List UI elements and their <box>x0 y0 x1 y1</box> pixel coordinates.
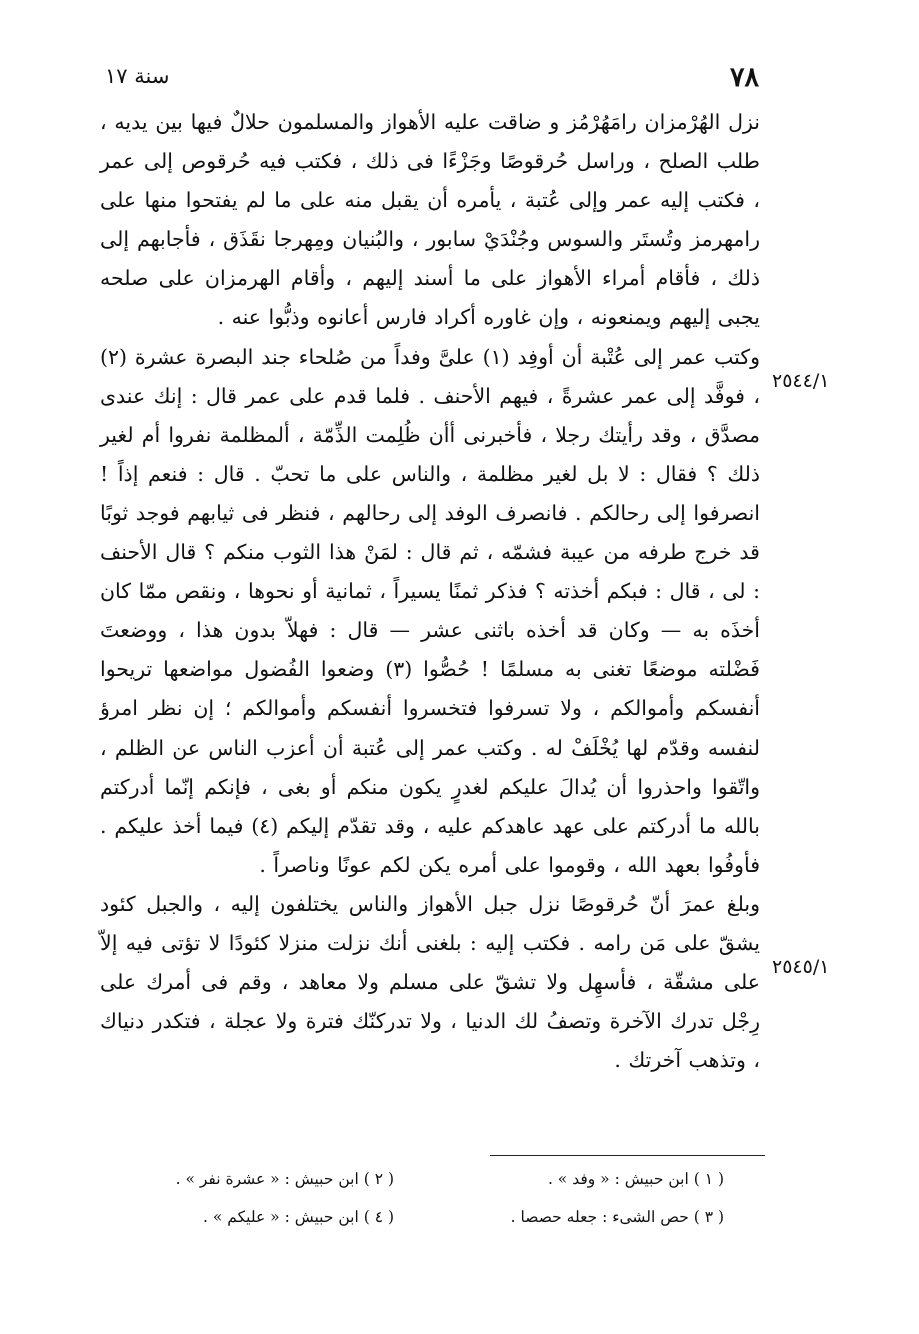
footnote: ( ٢ ) ابن حبيش : « عشرة نفر » . <box>175 1170 394 1188</box>
footnote: ( ١ ) ابن حبيش : « وفد » . <box>547 1170 724 1188</box>
year-label: سنة ١٧ <box>105 64 170 88</box>
paragraph: وبلغ عمرَ أنّ حُرقوصًا نزل جبل الأهواز والناس يختلفون إليه ، والجبل كئود يشقّ على مَن رامه . فكتب إليه : بلغنى أنك نزلت منزلا كئودًا لا تؤتى فيه إلاّ على مشقّة ، فأسهِل ولا تشقّ على مسلم ولا معاهد ، وقم فى أمرك على رِجْل تدرك الآخرة وتصفُ لك الدنيا ، ولا تدركنّك فترة ولا عجلة ، فتكدر دنياك ، وتذهب آخرتك . <box>100 891 760 1073</box>
page-number: ٧٨ <box>729 62 759 93</box>
margin-note: ٢٥٤٥/١ <box>772 956 830 978</box>
paragraph: نزل الهُرْمزان رامَهُرْمُز و ضاقت عليه الأهواز والمسلمون حلالٌ فيها بين يديه ، طلب الصلح ، وراسل حُرقوصًا وجَزْءًا فى ذلك ، فكتب فيه حُرقوص إلى عمر ، فكتب إليه عمر وإلى عُتبة ، يأمره أن يقبل منه على ما لم يفتحوا منها على رامهرمز وتُستَر والسوس وجُنْدَيْ سابور ، والبُنيان ومِهرجا نقَذَق ، فأجابهم إلى ذلك ، فأقام أمراء الأهواز على ما أسند إليهم ، وأقام الهرمزان على صلحه يجبى إليهم ويمنعونه ، وإن غاوره أكراد فارس أعانوه وذبُّوا عنه . <box>100 110 760 330</box>
main-text <box>100 103 760 1080</box>
margin-note: ٢٥٤٤/١ <box>772 370 830 392</box>
footnote-divider <box>490 1155 765 1156</box>
paragraph: وكتب عمر إلى عُتْبة أن أوفِد (١) علىَّ وفداً من صُلحاء جند البصرة عشرة (٢) ، فوفَّد إلى عمر عشرةً ، فيهم الأحنف . فلما قدم على عمر قال : إنك عندى مصدَّق ، وقد رأيتك رجلا ، فأخبرنى أأن ظُلِمت الذِّمّة ، ألمظلمة نفروا أم لغير ذلك ؟ فقال : لا بل لغير مظلمة ، والناس على ما تحبّ . قال : فنعم إذاً ! انصرفوا إلى رحالكم . فانصرف الوفد إلى رحالهم ، فنظر فى ثيابهم فوجد ثوبًا قد خرج طرفه من عيبة فشمّه ، ثم قال : لمَنْ هذا الثوب منكم ؟ قال الأحنف : لى ، قال : فبكم أخذته ؟ فذكر ثمنًا يسيراً ، ثمانية أو نحوها ، ونقص ممّا كان أخذَه به — وكان قد أخذه باثنى عشر — قال : فهلاّ بدون هذا ، ووضعتَ فَضْلته موضعًا تغنى به مسلمًا ! حُصُّوا (٣) وضعوا الفُضول مواضعها تريحوا أنفسكم وأموالكم ، ولا تسرفوا فتخسروا أنفسكم وأموالكم ؛ إن نظر امرؤ لنفسه وقدّم لها يُخْلَفْ له . وكتب عمر إلى عُتبة أن أعزب الناس عن الظلم ، واتّقوا واحذروا أن يُدالَ عليكم لغدرٍ يكون منكم أو بغى ، فإنكم إنّما أدركتم بالله ما أدركتم على عهد عاهدكم عليه ، وقد تقدّم إليكم (٤) فيما أخذ عليكم . فأوفُوا بعهد الله ، وقوموا على أمره يكن لكم عونًا وناصراً . <box>100 344 760 877</box>
footnote: ( ٤ ) ابن حبيش : « عليكم » . <box>203 1208 394 1226</box>
footnote: ( ٣ ) حص الشىء : جعله حصصا . <box>510 1208 724 1226</box>
